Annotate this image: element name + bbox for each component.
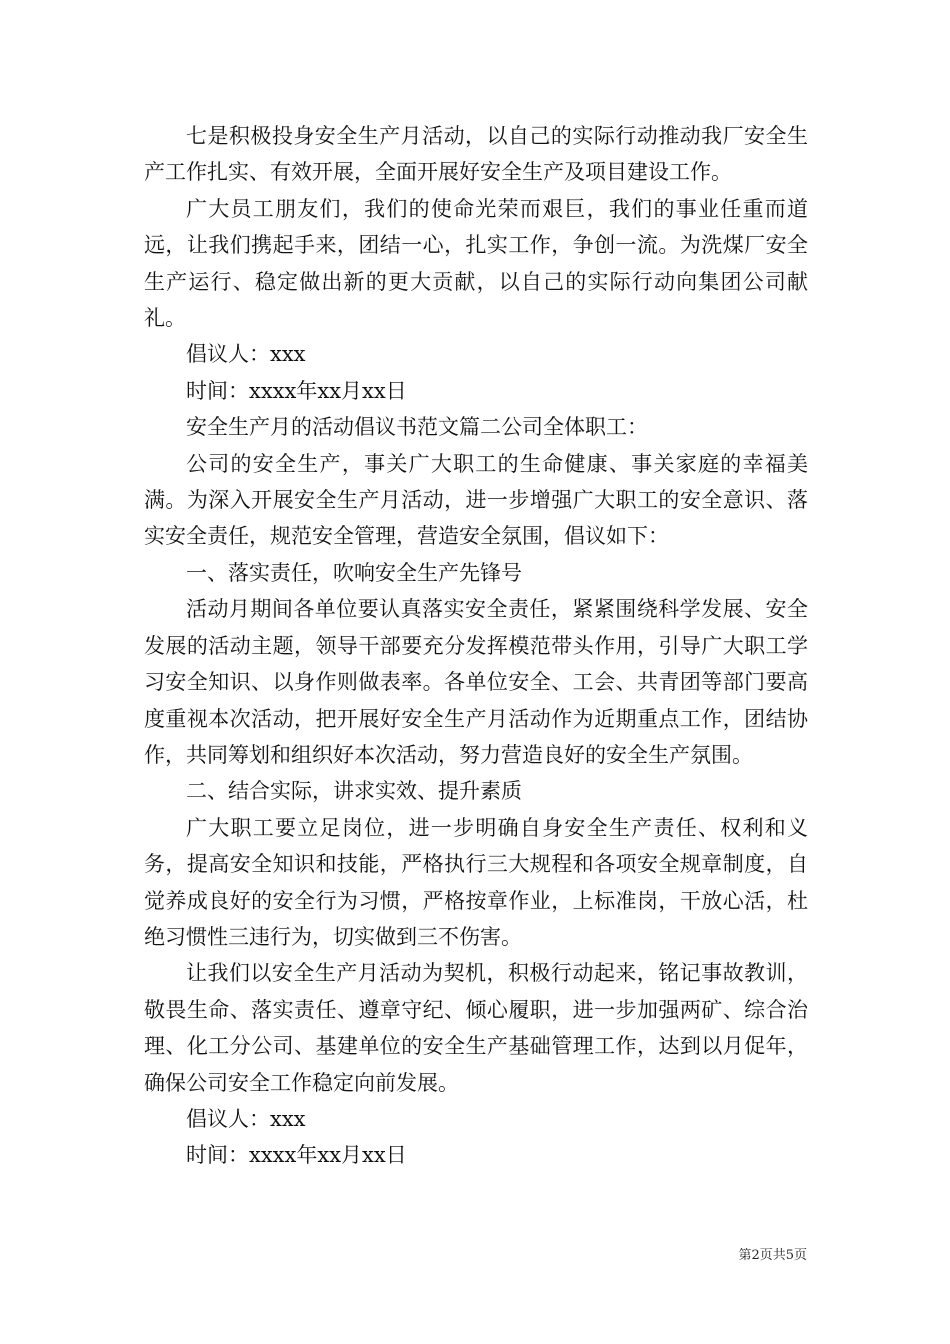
heading-two: 二、结合实际，讲求实效、提升素质 <box>186 779 522 804</box>
heading-one: 一、落实责任，吹响安全生产先锋号 <box>186 560 522 585</box>
paragraph-item-7: 七是积极投身安全生产月活动，以自己的实际行动推动我厂安全生产工作扎实、有效开展，全面开展好安全生产及项目建设工作。 <box>144 124 808 185</box>
date-line-2: 时间：xxxx年xx月xx日 <box>186 1143 407 1168</box>
paragraph-responsibility: 活动月期间各单位要认真落实安全责任，紧紧围绕科学发展、安全发展的活动主题，领导干部要充分发挥模范带头作用，引导广大职工学习安全知识、以身作则做表率。各单位安全、工会、共青团等部门要高度重视本次活动，把开展好安全生产月活动作为近期重点工作，团结协作，共同筹划和组织好本次活动，努力营造良好的安全生产氛围。 <box>144 597 808 767</box>
initiator-line-2: 倡议人：xxx <box>186 1106 306 1131</box>
section-title-part-two: 安全生产月的活动倡议书范文篇二公司全体职工： <box>186 415 648 440</box>
page-number: 第2页共5页 <box>738 1248 807 1263</box>
paragraph-closing-call: 让我们以安全生产月活动为契机，积极行动起来，铭记事故教训，敬畏生命、落实责任、遵章守纪、倾心履职，进一步加强两矿、综合治理、化工分公司、基建单位的安全生产基础管理工作，达到以月促年，确保公司安全工作稳定向前发展。 <box>144 961 808 1095</box>
paragraph-closing-appeal: 广大员工朋友们，我们的使命光荣而艰巨，我们的事业任重而道远，让我们携起手来，团结一心，扎实工作，争创一流。为洗煤厂安全生产运行、稳定做出新的更大贡献，以自己的实际行动向集团公司献礼。 <box>144 196 808 331</box>
date-line: 时间：xxxx年xx月xx日 <box>186 378 407 403</box>
paragraph-intro: 公司的安全生产，事关广大职工的生命健康、事关家庭的幸福美满。为深入开展安全生产月活动，进一步增强广大职工的安全意识、落实安全责任，规范安全管理，营造安全氛围，倡议如下： <box>144 451 808 549</box>
document-body <box>144 118 808 1174</box>
initiator-line: 倡议人：xxx <box>186 342 306 367</box>
paragraph-practice: 广大职工要立足岗位，进一步明确自身安全生产责任、权利和义务，提高安全知识和技能，严格执行三大规程和各项安全规章制度，自觉养成良好的安全行为习惯，严格按章作业，上标准岗，干放心活，杜绝习惯性三违行为，切实做到三不伤害。 <box>144 815 808 949</box>
